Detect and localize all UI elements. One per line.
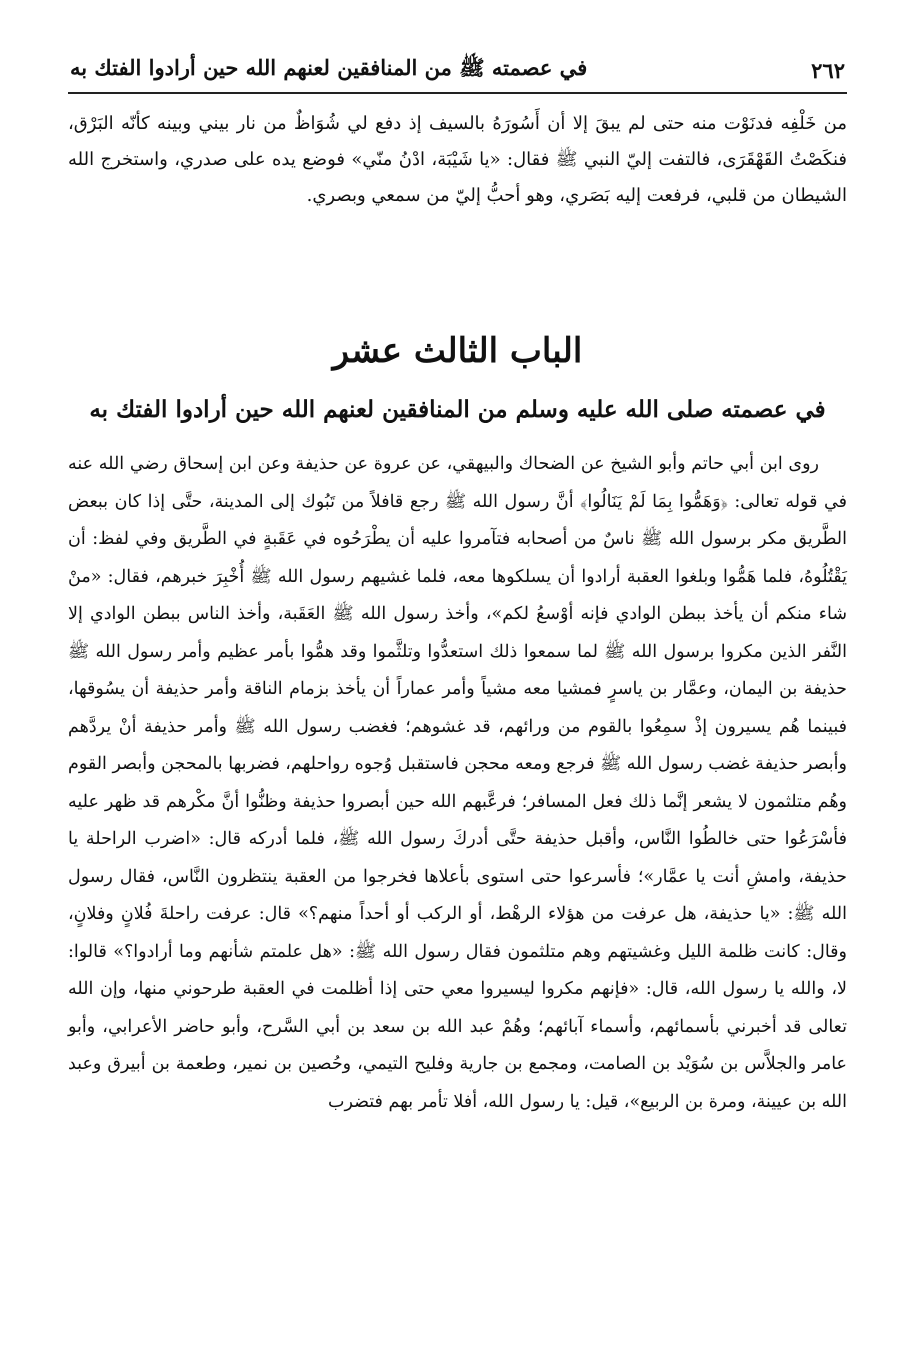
chapter-text-content: روى ابن أبي حاتم وأبو الشيخ عن الضحاك والبيهقي، عن عروة عن حذيفة وعن ابن إسحاق رضي الله عنه في قوله تعالى: ﴿وَهَمُّوا بِمَا لَمْ يَنَالُوا﴾ أنَّ رسول الله ﷺ رجع قافلاً من تَبُوك إلى المدينة، حتَّى إذا كان ببعض الطَّريق مكر برسول الله ﷺ ناسٌ من أصحابه فتآمروا عليه أن يطْرَحُوه في عَقَبةٍ في الطَّريق وفي لفظ: أن يَقْتُلُوهُ، فلما هَمُّوا وبلغوا العقبة أرادوا أن يسلكوها معه، فلما غشيهم رسول الله ﷺ أُخْبِرَ خبرهم، فقال: «منْ شاء منكم أن يأخذ ببطن الوادي فإنه أوْسعُ لكم»، وأخذ رسول الله ﷺ العَقَبة، وأخذ الناس ببطن الوادي إلا النَّفر الذين مكروا برسول الله ﷺ لما سمعوا ذلك استعدُّوا وتلثَّموا وقد همُّوا بأمر عظيم وأمر رسول الله ﷺ حذيفة بن اليمان، وعمَّار بن ياسرٍ فمشيا معه مشياً وأمر عماراً أن يأخذ بزمام الناقة وأمر حذيفة أن يسُوقها، فبينما هُم يسيرون إذْ سمِعُوا بالقوم من ورائهم، قد غشوهم؛ فغضب رسول الله ﷺ وأمر حذيفة أنْ يردَّهم وأبصر حذيفة غضب رسول الله ﷺ فرجع ومعه محجن فاستقبل وُجوه رواحلهم، فضربها بالمحجن وأبصر القوم وهُم متلثمون لا يشعر إنَّما ذلك فعل المسافر؛ فرعَّبهم الله حين أبصروا حذيفة وظنُّوا أنَّ مكْرهم قد ظهر عليه فأسْرَعُوا حتى خالطُوا النَّاس، وأقبل حذيفة حتَّى أدركَ رسول الله ﷺ، فلما أدركه قال: «اضرب الراحلة يا حذيفة، وامشِ أنت يا عمَّار»؛ فأسرعوا حتى استوى بأعلاها فخرجوا من العقبة ينتظرون النَّاس، فقال رسول الله ﷺ: «يا حذيفة، هل عرفت من هؤلاء الرهْط، أو الركب أو أحداً منهم؟» قال: عرفت راحلةَ فُلانٍ وفلانٍ، وقال: كانت ظلمة الليل وغشيتهم وهم متلثمون فقال رسول الله ﷺ: «هل علمتم شأنهم وما أرادوا؟» قالوا: لا، والله يا رسول الله، قال: «فإنهم مكروا ليسيروا معي حتى إذا أظلمت في العقبة طرحوني منها، وإن الله تعالى قد أخبرني بأسمائهم، وأسماء آبائهم؛ وهُمْ عبد الله بن سعد بن أبي السَّرح، وأبو حاضر الأعرابي، وأبو عامر والجلاَّس بن سُوَيْد بن الصامت، ومجمع بن جارية وفليح التيمي، وحُصين بن نمير، وطعمة بن أبيرق وعبد الله بن عيينة، ومرة بن الربيع»، قيل: يا رسول الله، أفلا تأمر بهم فتضرب (68, 454, 847, 1112)
header-divider (68, 92, 847, 94)
chapter-subtitle: في عصمته صلى الله عليه وسلم من المنافقين لعنهم الله حين أرادوا الفتك به (89, 396, 826, 423)
page-number: ٢٦٢ (811, 57, 845, 83)
running-header (70, 52, 845, 88)
chapter-text (68, 446, 847, 1121)
top-paragraph: من خَلْفِه فدنَوْت منه حتى لم يبقَ إلا أن أَسُورَهُ بالسيف إذ دفع لي شُوَاظٌ من نار بيني وبينه كأنّه البَرْق، فنكَصْتُ القَهْقَرَى، فالتفت إليّ النبي ﷺ فقال: «يا شَيْبَة، ادْنُ منّي» فوضع يده على صدري، واستخرج الله الشيطان من قلبي، فرفعت إليه بَصَري، وهو أحبُّ إليّ من سمعي وبصري. (68, 113, 847, 206)
chapter-title: الباب الثالث عشر (332, 331, 583, 371)
running-title: في عصمته ﷺ من المنافقين لعنهم الله حين أرادوا الفتك به (70, 54, 588, 80)
